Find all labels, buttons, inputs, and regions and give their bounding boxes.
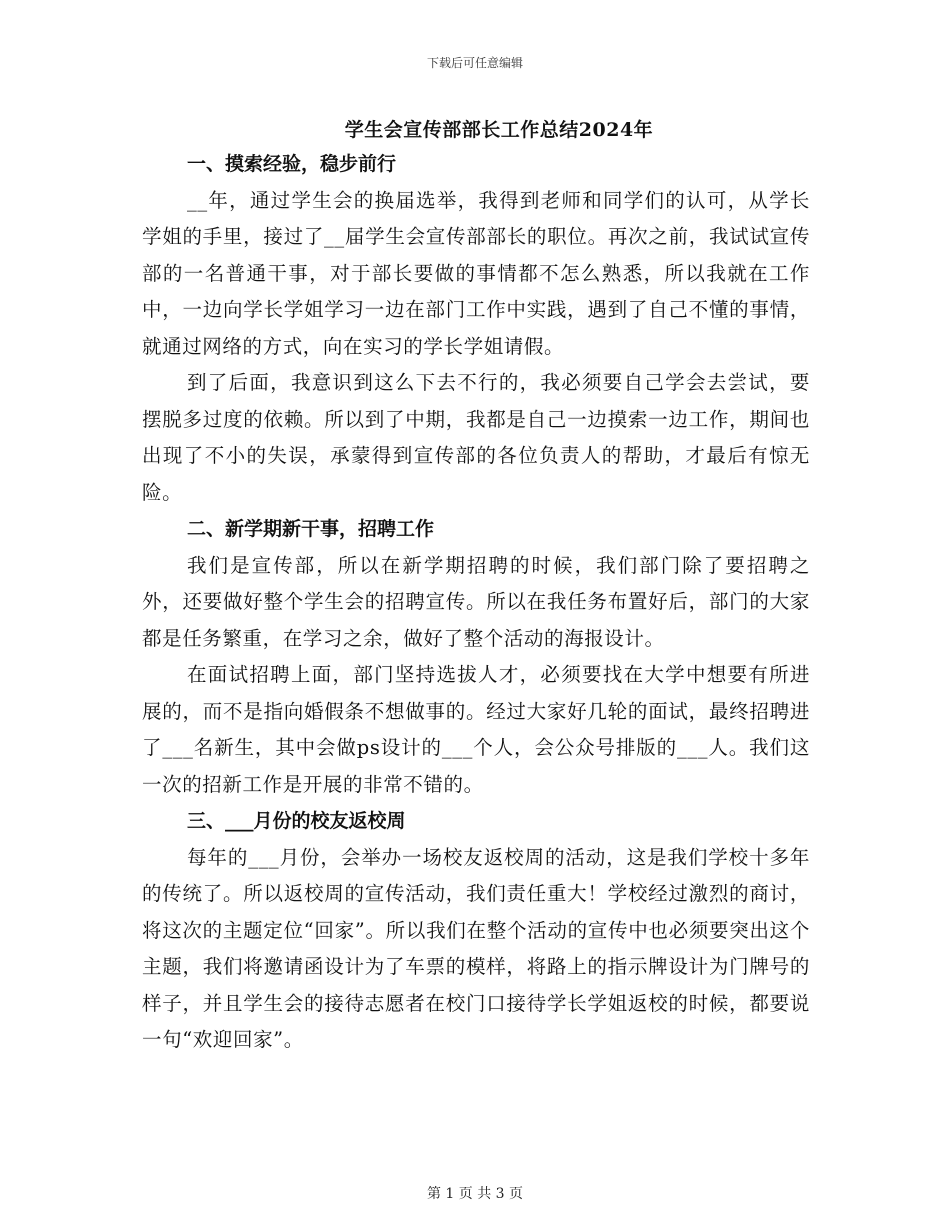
paragraph: 到了后面，我意识到这么下去不行的，我必须要自己学会去尝试，要摆脱多过度的依赖。所以到了中期，我都是自己一边摸索一边工作，期间也出现了不小的失误，承蒙得到宣传部的各位负责人的帮助，才最后有惊无险。 xyxy=(142,371,810,504)
page-header-note: 下载后可任意编辑 xyxy=(426,56,523,70)
paragraph: 我们是宣传部，所以在新学期招聘的时候，我们部门除了要招聘之外，还要做好整个学生会的招聘宣传。所以在我任务布置好后，部门的大家都是任务繁重，在学习之余，做好了整个活动的海报设计。 xyxy=(142,553,810,650)
document-title: 学生会宣传部部长工作总结2024年 xyxy=(344,119,654,141)
section-heading: 一、摸索经验，稳步前行 xyxy=(187,153,397,175)
paragraph: __年，通过学生会的换届选举，我得到老师和同学们的认可，从学长学姐的手里，接过了__届学生会宣传部部长的职位。再次之前，我试试宣传部的一名普通干事，对于部长要做的事情都不怎么熟悉，所以我就在工作中，一边向学长学姐学习一边在部门工作中实践，遇到了自己不懂的事情，就通过网络的方式，向在实习的学长学姐请假。 xyxy=(142,188,810,358)
section-heading: 二、新学期新干事，招聘工作 xyxy=(187,518,435,540)
paragraph: 在面试招聘上面，部门坚持选拔人才，必须要找在大学中想要有所进展的，而不是指向婚假条不想做事的。经过大家好几轮的面试，最终招聘进了___名新生，其中会做ps设计的___个人，会公众号排版的___人。我们这一次的招新工作是开展的非常不错的。 xyxy=(142,663,810,796)
section-1 xyxy=(142,146,810,511)
section-heading: 三、___月份的校友返校周 xyxy=(187,810,406,832)
paragraph: 每年的___月份，会举办一场校友返校周的活动，这是我们学校十多年的传统了。所以返校周的宣传活动，我们责任重大！学校经过激烈的商讨，将这次的主题定位“回家”。所以我们在整个活动的宣传中也必须要突出这个主题，我们将邀请函设计为了车票的模样，将路上的指示牌设计为门牌号的样子，并且学生会的接待志愿者在校门口接待学长学姐返校的时候，都要说一句“欢迎回家”。 xyxy=(142,845,810,1051)
document-body xyxy=(142,146,810,1059)
section-2 xyxy=(142,511,810,803)
section-3 xyxy=(142,803,810,1059)
page-number: 第 1 页 共 3 页 xyxy=(426,1186,524,1202)
